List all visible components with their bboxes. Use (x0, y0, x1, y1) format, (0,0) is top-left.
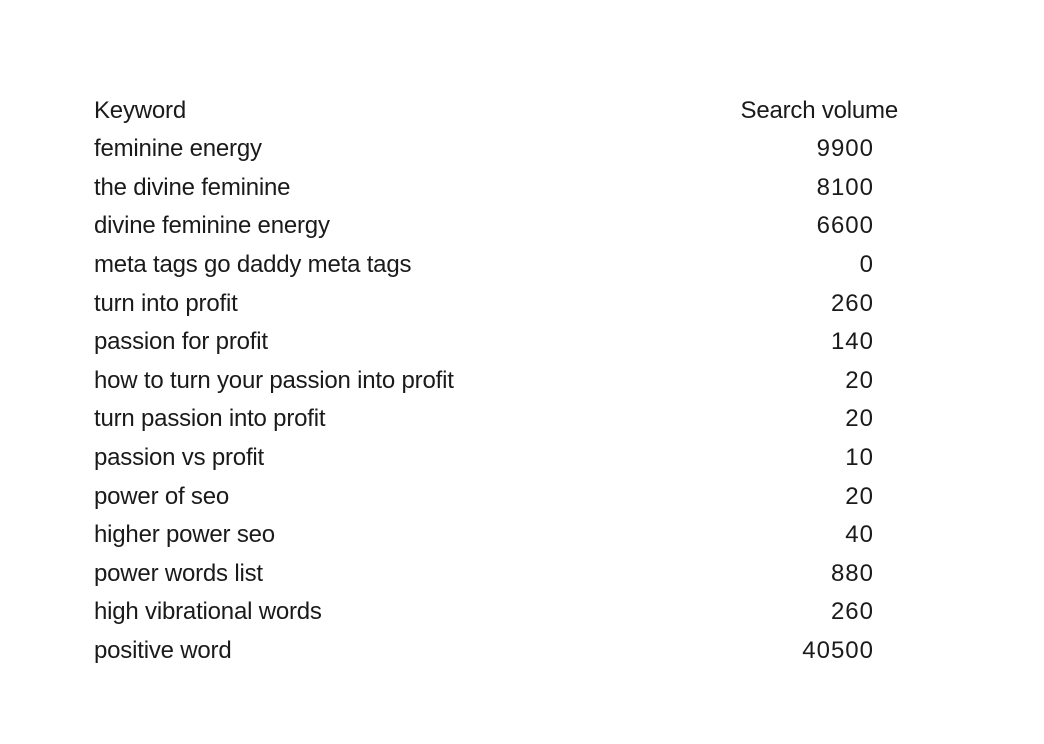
table-body (94, 130, 924, 670)
search-volume-cell: 40 (845, 521, 874, 549)
search-volume-cell: 880 (830, 559, 874, 587)
header-keyword: Keyword (94, 97, 186, 124)
table-header-row (94, 92, 924, 130)
keyword-cell: feminine energy (94, 135, 262, 163)
table-row (94, 169, 924, 208)
table-row (94, 246, 924, 285)
table-row (94, 632, 924, 671)
search-volume-cell: 6600 (816, 212, 874, 240)
search-volume-cell: 140 (830, 328, 874, 356)
table-row (94, 323, 924, 362)
header-search-volume: Search volume (740, 97, 898, 124)
keyword-cell: how to turn your passion into profit (94, 366, 454, 394)
table-row (94, 207, 924, 246)
table-row (94, 439, 924, 478)
search-volume-cell: 8100 (816, 173, 874, 201)
table-row (94, 555, 924, 594)
search-volume-cell: 20 (845, 482, 874, 510)
keyword-cell: turn into profit (94, 289, 238, 317)
keyword-cell: turn passion into profit (94, 405, 326, 433)
search-volume-cell: 20 (845, 366, 874, 394)
keyword-cell: power of seo (94, 482, 230, 510)
keyword-cell: meta tags go daddy meta tags (94, 251, 412, 279)
keyword-cell: divine feminine energy (94, 212, 330, 240)
keyword-cell: the divine feminine (94, 173, 291, 201)
keyword-cell: passion for profit (94, 328, 268, 356)
table-row (94, 593, 924, 632)
keyword-cell: positive word (94, 637, 232, 665)
keyword-cell: high vibrational words (94, 598, 322, 626)
search-volume-cell: 20 (845, 405, 874, 433)
table-row (94, 130, 924, 169)
search-volume-cell: 10 (845, 444, 874, 472)
search-volume-cell: 260 (830, 598, 874, 626)
search-volume-cell: 260 (830, 289, 874, 317)
search-volume-cell: 0 (859, 251, 874, 279)
search-volume-cell: 9900 (816, 135, 874, 163)
keyword-cell: higher power seo (94, 521, 275, 549)
table-row (94, 362, 924, 401)
table-row (94, 400, 924, 439)
keyword-cell: power words list (94, 559, 263, 587)
search-volume-cell: 40500 (802, 637, 874, 665)
table-row (94, 516, 924, 555)
keyword-table (94, 92, 924, 670)
table-row (94, 477, 924, 516)
table-row (94, 284, 924, 323)
keyword-cell: passion vs profit (94, 444, 265, 472)
